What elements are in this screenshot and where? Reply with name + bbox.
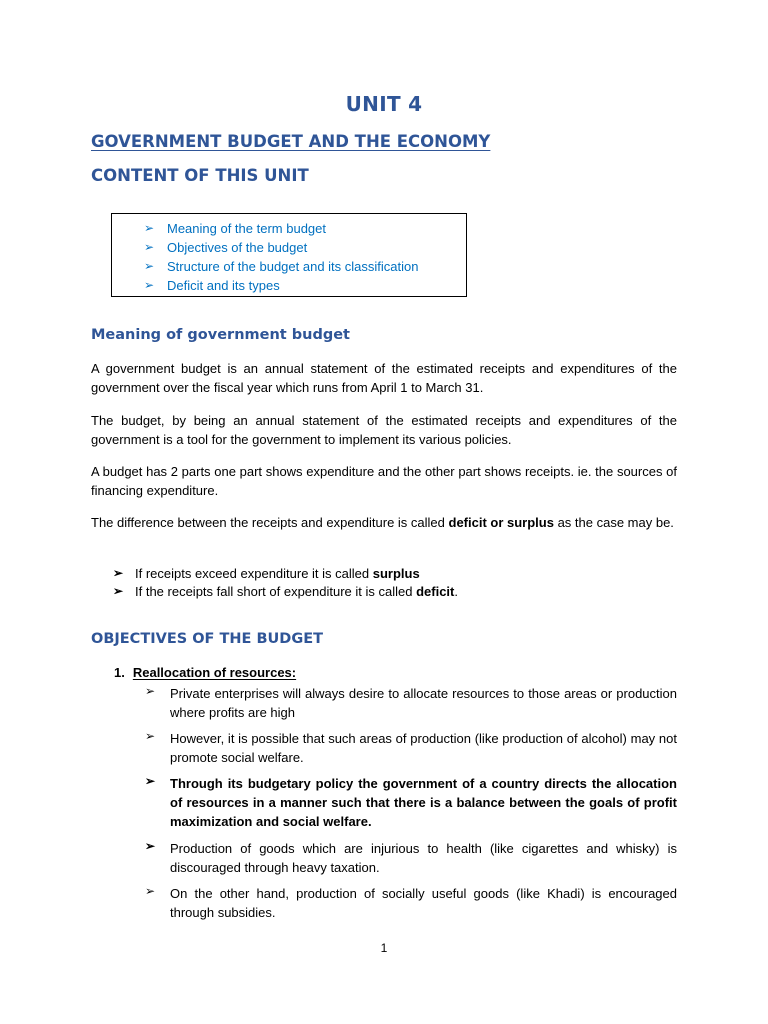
bullet-item: ➢ If the receipts fall short of expenditure it is called deficit. (113, 584, 459, 599)
sub-bullet-text: On the other hand, production of socially useful goods (like Khadi) is encouraged through subsidies. (170, 886, 677, 920)
arrow-bullet-icon: ➢ (145, 774, 156, 788)
arrow-bullet-icon: ➢ (145, 839, 156, 853)
toc-item: ➢ Deficit and its types (144, 278, 280, 293)
content-title: CONTENT OF THIS UNIT (91, 166, 309, 185)
arrow-bullet-icon: ➢ (144, 259, 155, 273)
paragraph: A government budget is an annual statement of the estimated receipts and expenditures of the government over the fiscal year which runs from April 1 to March 31. (91, 361, 677, 395)
toc-item: ➢ Meaning of the term budget (144, 221, 326, 236)
arrow-bullet-icon: ➢ (113, 566, 124, 580)
sub-bullet-text: However, it is possible that such areas of production (like production of alcohol) may not promote social welfare. (170, 731, 677, 765)
paragraph: The difference between the receipts and expenditure is called deficit or surplus as the case may be. (91, 515, 674, 530)
main-title: GOVERNMENT BUDGET AND THE ECONOMY (91, 132, 491, 151)
page-number: 1 (380, 941, 388, 955)
sub-bullet-text: Production of goods which are injurious to health (like cigarettes and whisky) is discouraged through heavy taxation. (170, 841, 677, 875)
sub-bullet-text: Private enterprises will always desire to allocate resources to those areas or production where profits are high (170, 686, 677, 720)
arrow-bullet-icon: ➢ (113, 584, 124, 598)
arrow-bullet-icon: ➢ (144, 221, 155, 235)
arrow-bullet-icon: ➢ (145, 729, 156, 743)
toc-item: ➢ Objectives of the budget (144, 240, 308, 255)
arrow-bullet-icon: ➢ (145, 884, 156, 898)
bullet-item: ➢ If receipts exceed expenditure it is called surplus (113, 566, 420, 581)
contents-box (111, 213, 467, 297)
unit-title: UNIT 4 (345, 92, 423, 116)
arrow-bullet-icon: ➢ (145, 684, 156, 698)
numbered-item: 1. Reallocation of resources: (114, 665, 297, 680)
paragraph: The budget, by being an annual statement of the estimated receipts and expenditures of the government is a tool for the government to implement its various policies. (91, 413, 677, 447)
arrow-bullet-icon: ➢ (144, 240, 155, 254)
paragraph: A budget has 2 parts one part shows expenditure and the other part shows receipts. ie. the sources of financing expenditure. (91, 464, 677, 498)
section-heading-meaning: Meaning of government budget (91, 327, 350, 343)
section-heading-objectives: OBJECTIVES OF THE BUDGET (91, 631, 324, 647)
sub-bullet-text: Through its budgetary policy the government of a country directs the allocation of resources in a manner such that there is a balance between the goals of profit maximization and social welfare. (170, 776, 677, 829)
toc-item: ➢ Structure of the budget and its classification (144, 259, 419, 274)
arrow-bullet-icon: ➢ (144, 278, 155, 292)
